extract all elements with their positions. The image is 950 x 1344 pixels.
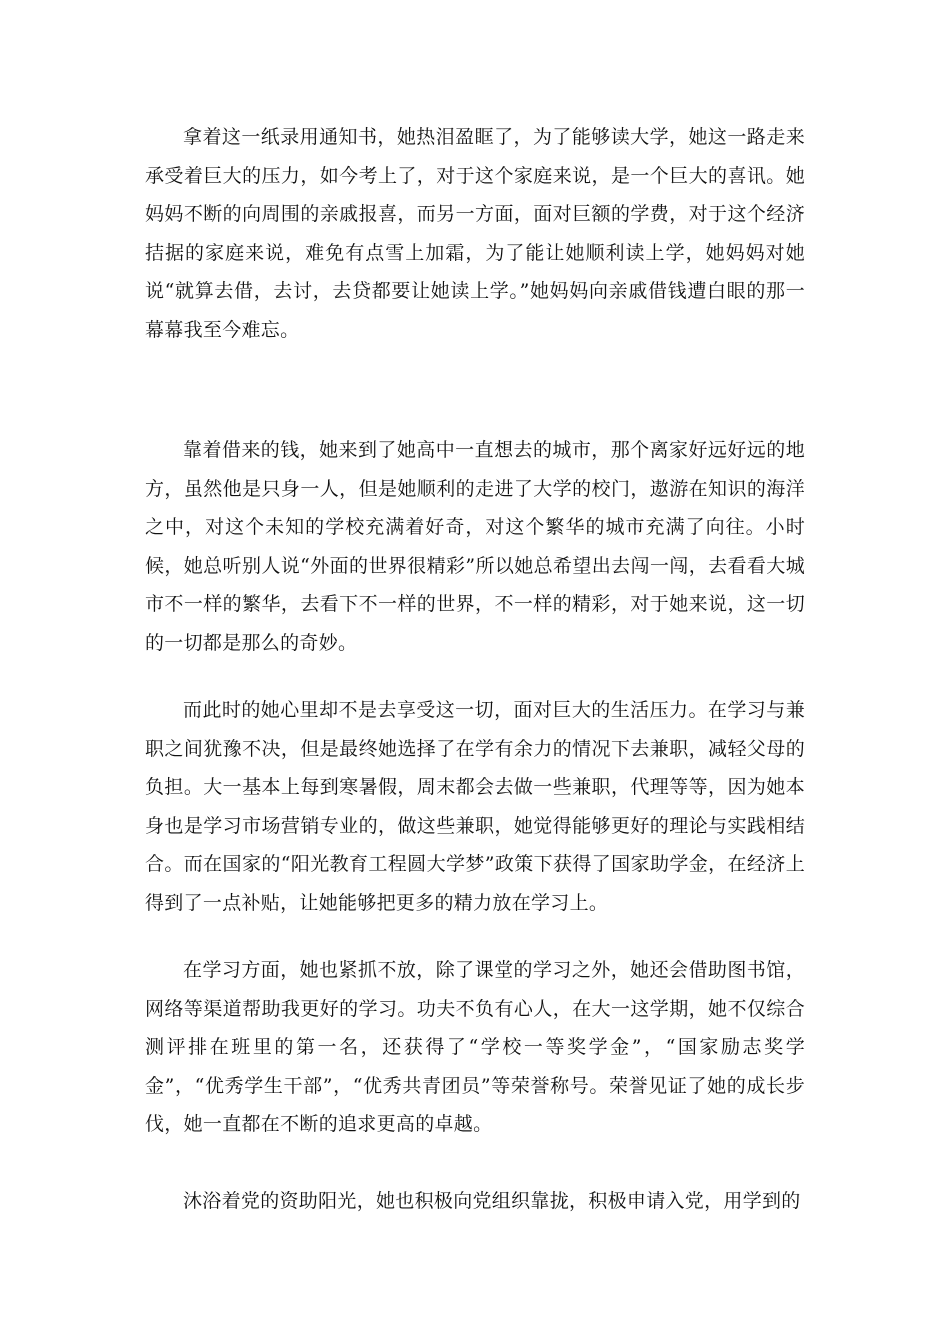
paragraph-5: 沐浴着党的资助阳光，她也积极向党组织靠拢，积极申请入党，用学到的 [183, 1190, 801, 1212]
paragraph-1: 拿着这一纸录用通知书，她热泪盈眶了，为了能够读大学，她这一路走来承受着巨大的压力，如今考上了，对于这个家庭来说，是一个巨大的喜讯。她妈妈不断的向周围的亲戚报喜，而另一方面，面对巨额的学费，对于这个经济拮据的家庭来说，难免有点雪上加霜，为了能让她顺利读上学，她妈妈对她说“就算去借，去讨，去贷都要让她读上学。”她妈妈向亲戚借钱遭白眼的那一幕幕我至今难忘。 [145, 126, 805, 341]
paragraph-3: 而此时的她心里却不是去享受这一切，面对巨大的生活压力。在学习与兼职之间犹豫不决，但是最终她选择了在学有余力的情况下去兼职，减轻父母的负担。大一基本上每到寒暑假，周末都会去做一些兼职，代理等等，因为她本身也是学习市场营销专业的，做这些兼职，她觉得能够更好的理论与实践相结合。而在国家的“阳光教育工程圆大学梦”政策下获得了国家助学金，在经济上得到了一点补贴，让她能够把更多的精力放在学习上。 [145, 699, 805, 914]
paragraph-2: 靠着借来的钱，她来到了她高中一直想去的城市，那个离家好远好远的地方，虽然他是只身一人，但是她顺利的走进了大学的校门，遨游在知识的海洋之中，对这个未知的学校充满着好奇，对这个繁华的城市充满了向往。小时候，她总听别人说“外面的世界很精彩”所以她总希望出去闯一闯，去看看大城市不一样的繁华，去看下不一样的世界，不一样的精彩，对于她来说，这一切的一切都是那么的奇妙。 [145, 439, 805, 654]
paragraph-4: 在学习方面，她也紧抓不放，除了课堂的学习之外，她还会借助图书馆，网络等渠道帮助我更好的学习。功夫不负有心人，在大一这学期，她不仅综合测评排在班里的第一名，还获得了“学校一等奖学金”，“国家励志奖学金”，“优秀学生干部”，“优秀共青团员”等荣誉称号。荣誉见证了她的成长步伐，她一直都在不断的追求更高的卓越。 [145, 959, 805, 1136]
